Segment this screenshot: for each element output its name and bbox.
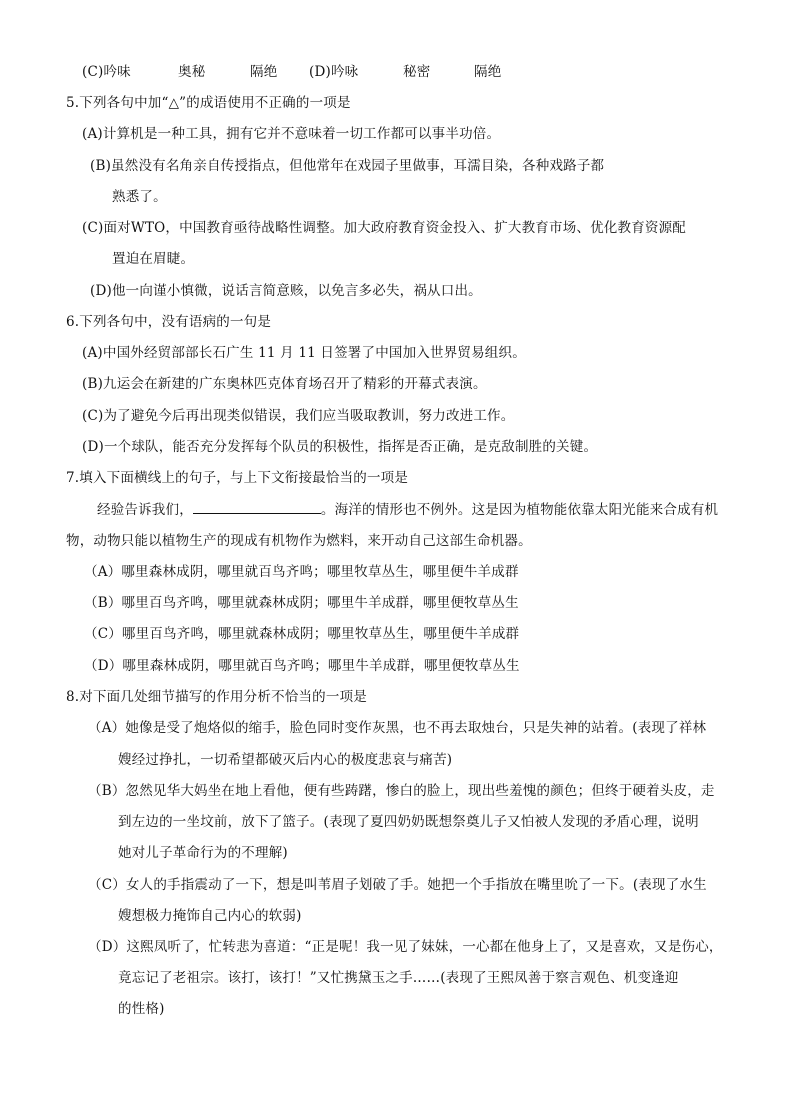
question-6-option-d: (D)一个球队，能否充分发挥每个队员的积极性，指挥是否正确，是克敌制胜的关键。: [82, 439, 598, 455]
question-5-option-d: (D)他一向谨小慎微，说话言简意赅，以免言多必失，祸从口出。: [90, 283, 482, 299]
passage-text-before-blank: 经验告诉我们，: [97, 502, 193, 518]
question-7-option-a: （A）哪里森林成阴，哪里就百鸟齐鸣；哪里牧草丛生，哪里便牛羊成群: [84, 564, 519, 580]
option-c-label: (C)吟味: [82, 64, 131, 80]
question-5-option-a: (A)计算机是一种工具，拥有它并不意味着一切工作都可以事半功倍。: [82, 126, 501, 142]
question-8-option-d-line1: （D）这熙凤听了，忙转悲为喜道：“正是呢！我一见了妹妹，一心都在他身上了，又是喜欢，又是伤心，: [88, 939, 723, 955]
question-8-option-c-line2: 嫂想极力掩饰自己内心的软弱): [118, 908, 302, 924]
passage-text-after-blank: 。海洋的情形也不例外。这是因为植物能依靠太阳光能来合成有机: [320, 502, 719, 518]
question-8-option-c-line1: （C）女人的手指震动了一下，想是叫苇眉子划破了手。她把一个手指放在嘴里吮了一下。(表现了水生: [88, 877, 707, 893]
option-d-label: (D)吟咏: [309, 64, 359, 80]
question-8-stem: 8.对下面几处细节描写的作用分析不恰当的一项是: [66, 689, 367, 705]
option-d-word2: 秘密: [403, 64, 431, 80]
fill-in-blank[interactable]: [193, 500, 321, 514]
question-5-option-b-line2: 熟悉了。: [112, 189, 167, 205]
question-7-passage-line2: 物，动物只能以植物生产的现成有机物作为燃料，来开动自己这部生命机器。: [66, 533, 532, 549]
question-6-option-a: (A)中国外经贸部部长石广生 11 月 11 日签署了中国加入世界贸易组织。: [82, 345, 526, 361]
question-7-option-c: （C）哪里百鸟齐鸣，哪里就森林成阴；哪里牧草丛生，哪里便牛羊成群: [84, 626, 520, 642]
option-c-word2: 奥秘: [178, 64, 206, 80]
question-5-option-c-line1: (C)面对WTO，中国教育亟待战略性调整。加大政府教育资金投入、扩大教育市场、优化教育资源配: [82, 220, 687, 236]
question-5-stem: 5.下列各句中加“△”的成语使用不正确的一项是: [66, 95, 351, 111]
option-d-word3: 隔绝: [474, 64, 502, 80]
question-6-option-b: (B)九运会在新建的广东奥林匹克体育场召开了精彩的开幕式表演。: [82, 376, 487, 392]
question-6-option-c: (C)为了避免今后再出现类似错误，我们应当吸取教训，努力改进工作。: [82, 408, 515, 424]
question-8-option-b-line3: 她对儿子革命行为的不理解): [118, 845, 288, 861]
question-8-option-b-line1: （B）忽然见华大妈坐在地上看他，便有些踌躇，惨白的脸上，现出些羞愧的颜色；但终于硬着头皮，走: [88, 783, 715, 799]
question-7-option-d: （D）哪里森林成阴，哪里就百鸟齐鸣；哪里牛羊成群，哪里便牧草丛生: [84, 658, 520, 674]
question-5-option-b-line1: (B)虽然没有名角亲自传授指点，但他常年在戏园子里做事，耳濡目染，各种戏路子都: [90, 158, 605, 174]
question-8-option-d-line3: 的性格): [118, 1001, 165, 1017]
question-8-option-a-line2: 嫂经过挣扎，一切希望都破灭后内心的极度悲哀与痛苦): [118, 752, 453, 768]
question-6-stem: 6.下列各句中，没有语病的一句是: [66, 314, 272, 330]
question-5-option-c-line2: 置迫在眉睫。: [112, 251, 195, 267]
question-8-option-a-line1: （A）她像是受了炮烙似的缩手，脸色同时变作灰黑，也不再去取烛台，只是失神的站着。(表现了祥林: [88, 720, 707, 736]
question-8-option-d-line2: 竟忘记了老祖宗。该打，该打！”又忙携黛玉之手……(表现了王熙凤善于察言观色、机变逢迎: [118, 970, 679, 986]
question-7-passage-line1: [97, 500, 718, 520]
question-7-stem: 7.填入下面横线上的句子，与上下文衔接最恰当的一项是: [66, 470, 409, 486]
question-8-option-b-line2: 到左边的一坐坟前，放下了篮子。(表现了夏四奶奶既想祭奠儿子又怕被人发现的矛盾心理，说明: [118, 814, 699, 830]
question-7-option-b: （B）哪里百鸟齐鸣，哪里就森林成阴；哪里牛羊成群，哪里便牧草丛生: [84, 595, 519, 611]
option-c-word3: 隔绝: [250, 64, 278, 80]
